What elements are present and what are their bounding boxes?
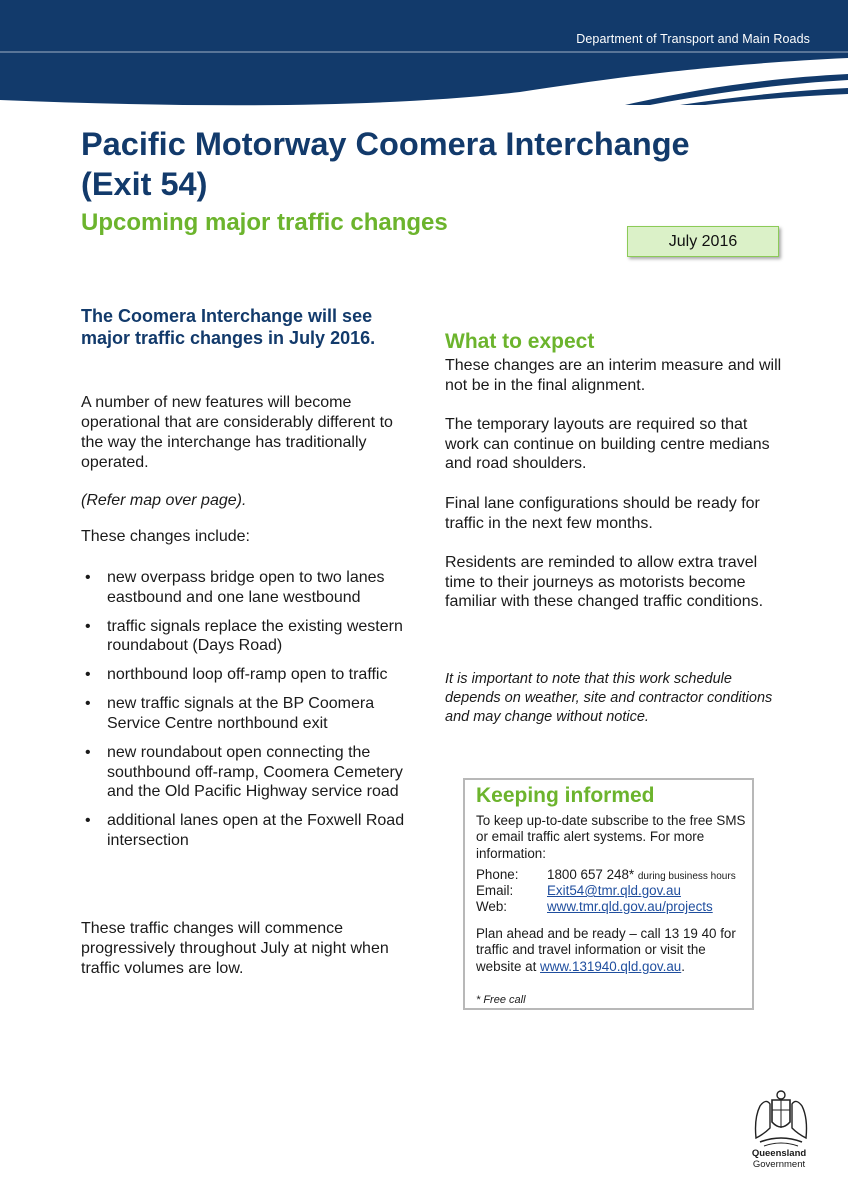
changes-intro: These changes include: (81, 528, 250, 545)
logo-line-2: Government (752, 1158, 806, 1170)
plan-ahead-body: Plan ahead and be ready – call 13 19 40 for traffic and travel information or visit the website at (476, 926, 736, 974)
queensland-crest-icon (746, 1088, 816, 1148)
refer-map-note: (Refer map over page). (81, 492, 247, 509)
intro-paragraph: A number of new features will become operational that are considerably different to the way the interchange has traditionally operated. (81, 394, 393, 471)
list-item (81, 694, 421, 733)
list-item-text: additional lanes open at the Foxwell Road intersection (107, 812, 405, 850)
bullet-icon: • (85, 617, 91, 635)
plan-ahead-end: . (681, 958, 685, 974)
changes-list (81, 568, 421, 860)
expect-paragraph: These changes are an interim measure and will not be in the final alignment. (445, 357, 782, 394)
list-item (81, 811, 421, 850)
bullet-icon: • (85, 695, 91, 713)
list-item (81, 743, 421, 802)
email-row (476, 883, 751, 899)
web-label: Web: (476, 899, 508, 914)
bullet-icon: • (85, 666, 91, 684)
left-heading: The Coomera Interchange will see major traffic changes in July 2016. (81, 306, 376, 348)
bullet-icon: • (85, 744, 91, 762)
list-item-text: new overpass bridge open to two lanes eastbound and one lane westbound (107, 569, 385, 606)
date-badge: July 2016 (627, 226, 779, 257)
web-row (476, 899, 751, 915)
list-item-text: new traffic signals at the BP Coomera Service Centre northbound exit (107, 695, 375, 733)
header-banner (0, 0, 848, 110)
phone-label: Phone: (476, 867, 519, 882)
page-subtitle: Upcoming major traffic changes (81, 209, 448, 236)
plan-ahead-text (476, 926, 748, 975)
free-call-note: * Free call (476, 994, 526, 1006)
keeping-informed-heading: Keeping informed (476, 784, 655, 807)
list-item-text: new roundabout open connecting the southbound off-ramp, Coomera Cemetery and the Old Pacific Highway service road (107, 744, 403, 801)
page-title (81, 124, 781, 204)
what-to-expect-heading: What to expect (445, 330, 595, 353)
department-name: Department of Transport and Main Roads (576, 32, 810, 46)
bullet-icon: • (85, 569, 91, 586)
expect-paragraph: The temporary layouts are required so that work can continue on building centre medians and road shoulders. (445, 416, 770, 473)
logo-line-1: Queensland (751, 1148, 807, 1159)
web-link[interactable]: www.tmr.qld.gov.au/projects (547, 899, 713, 914)
list-item (81, 665, 421, 685)
keeping-informed-box (463, 778, 754, 1010)
list-item-text: traffic signals replace the existing western roundabout (Days Road) (107, 617, 403, 655)
title-line-1: Pacific Motorway Coomera Interchange (81, 126, 690, 162)
keeping-informed-intro: To keep up-to-date subscribe to the free SMS or email traffic alert systems. For more information: (476, 813, 746, 861)
phone-hours-note: during business hours (637, 871, 736, 882)
email-label: Email: (476, 883, 514, 898)
closing-paragraph: These traffic changes will commence progressively throughout July at night when traffic volumes are low. (81, 920, 389, 977)
expect-paragraph: Residents are reminded to allow extra travel time to their journeys as motorists become familiar with these changed traffic conditions. (445, 554, 764, 611)
title-line-2: (Exit 54) (81, 166, 208, 202)
bullet-icon: • (85, 812, 91, 830)
queensland-government-wordmark (748, 1149, 810, 1170)
phone-number: 1800 657 248* (547, 867, 635, 882)
email-link[interactable]: Exit54@tmr.qld.gov.au (547, 883, 681, 898)
list-item (81, 617, 421, 656)
list-item-text: northbound loop off-ramp open to traffic (107, 666, 388, 684)
expect-paragraph: Final lane configurations should be ready for traffic in the next few months. (445, 495, 760, 532)
schedule-note: It is important to note that this work schedule depends on weather, site and contractor conditions and may change without notice. (445, 671, 773, 726)
traffic-website-link[interactable]: www.131940.qld.gov.au (540, 958, 682, 974)
list-item (81, 568, 421, 607)
